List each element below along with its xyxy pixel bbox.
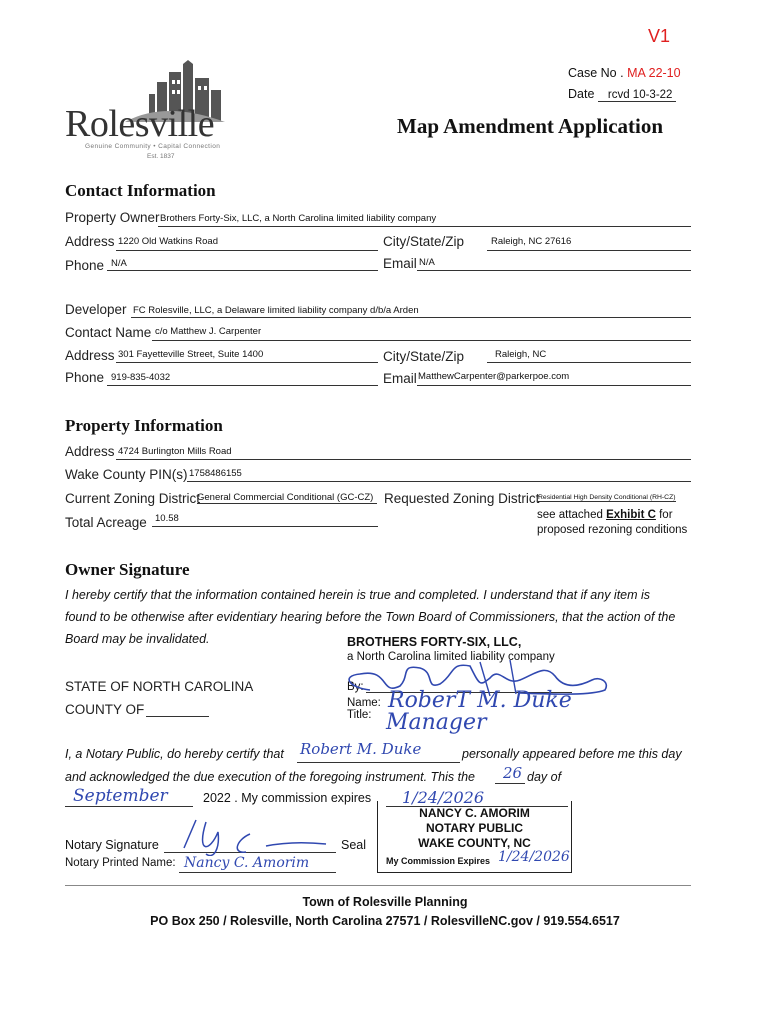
case-number xyxy=(568,66,681,80)
logo-name: Rolesville xyxy=(65,103,215,145)
contact-heading: Contact Information xyxy=(65,181,216,200)
contact-name-label: Contact Name xyxy=(65,325,152,340)
property-owner-label: Property Owner xyxy=(65,210,160,225)
requested-zoning-label: Requested Zoning District xyxy=(384,491,540,506)
rolesville-logo xyxy=(65,60,275,165)
signer-title-handwritten: Manager xyxy=(386,710,487,735)
owner-email-label: Email xyxy=(383,256,417,271)
date-label: Date xyxy=(568,87,595,101)
notary-year-text: 2022 . My commission expires xyxy=(203,791,372,805)
property-address-label: Address xyxy=(65,444,115,459)
dev-city-label: City/State/Zip xyxy=(383,349,465,364)
notary-stamp xyxy=(377,801,572,873)
stamp-name: NANCY C. AMORIM xyxy=(419,806,530,820)
exhibit-note xyxy=(537,509,673,521)
certify-line-2: found to be otherwise after evidentiary hearing before the Town Board of Commissioners, that the action of the xyxy=(65,610,676,624)
notary-expires: 1/24/2026 xyxy=(402,788,485,807)
stamp-expires-label: My Commission Expires xyxy=(386,856,491,866)
contact-name-value: c/o Matthew J. Carpenter xyxy=(155,326,262,337)
notary-line-1-prefix: I, a Notary Public, do hereby certify that xyxy=(65,747,284,761)
developer-value: FC Rolesville, LLC, a Delaware limited liability company d/b/a Arden xyxy=(133,305,419,316)
notary-signature-scribble xyxy=(166,814,336,856)
pin-label: Wake County PIN(s) xyxy=(65,467,188,482)
case-date xyxy=(568,87,676,101)
state-line: STATE OF NORTH CAROLINA xyxy=(65,679,254,694)
certify-line-1: I hereby certify that the information contained herein is true and completed. I understand that if any item is xyxy=(65,588,651,602)
current-zoning-value: General Commercial Conditional (GC-CZ) xyxy=(197,492,377,504)
case-no-label: Case No . xyxy=(568,66,624,80)
footer-line-2: PO Box 250 / Rolesville, North Carolina 27571 / RolesvilleNC.gov / 919.554.6517 xyxy=(150,914,620,928)
dev-phone-value: 919-835-4032 xyxy=(111,372,171,383)
notary-signer-name: Robert M. Duke xyxy=(300,740,422,758)
footer-line-1: Town of Rolesville Planning xyxy=(302,895,468,909)
company-desc: a North Carolina limited liability company xyxy=(347,651,555,663)
notary-line-2-suffix: day of xyxy=(527,770,562,784)
notary-line-1-suffix: personally appeared before me this day xyxy=(462,747,682,761)
name-label: Name: xyxy=(347,697,381,709)
owner-city-value: Raleigh, NC 27616 xyxy=(491,236,572,247)
acreage-label: Total Acreage xyxy=(65,515,147,530)
dev-email-label: Email xyxy=(383,371,417,386)
signer-name-handwritten: RoberT M. Duke xyxy=(388,688,572,713)
date-value: rcvd 10-3-22 xyxy=(598,89,677,102)
dev-city-value: Raleigh, NC xyxy=(495,349,547,360)
stamp-county: WAKE COUNTY, NC xyxy=(418,836,531,850)
owner-email-value: N/A xyxy=(419,257,435,268)
owner-phone-value: N/A xyxy=(111,258,127,269)
version-mark: V1 xyxy=(648,26,671,46)
notary-line-2-prefix: and acknowledged the due execution of the foregoing instrument. This the xyxy=(65,770,475,784)
logo-tagline: Genuine Community • Capital Connection xyxy=(85,143,221,150)
stamp-expires-value: 1/24/2026 xyxy=(498,849,570,865)
seal-label: Seal xyxy=(341,838,367,852)
owner-address-value: 1220 Old Watkins Road xyxy=(118,236,218,247)
dev-address-label: Address xyxy=(65,348,115,363)
title-label: Title: xyxy=(347,709,372,721)
developer-label: Developer xyxy=(65,302,127,317)
dev-email-value: MatthewCarpenter@parkerpoe.com xyxy=(418,371,570,382)
notary-day: 26 xyxy=(503,764,523,782)
dev-address-value: 301 Fayetteville Street, Suite 1400 xyxy=(118,349,264,360)
by-label: By: xyxy=(347,681,364,693)
note-line2: proposed rezoning conditions xyxy=(537,524,688,536)
stamp-title: NOTARY PUBLIC xyxy=(425,821,524,835)
certify-line-3: Board may be invalidated. xyxy=(65,632,210,646)
requested-zoning-value: Residential High Density Conditional (RH-CZ) xyxy=(538,494,676,501)
property-heading: Property Information xyxy=(65,416,223,435)
property-owner-value: Brothers Forty-Six, LLC, a North Carolina limited liability company xyxy=(160,213,437,224)
owner-address-label: Address xyxy=(65,234,115,249)
owner-city-label: City/State/Zip xyxy=(383,234,465,249)
owner-phone-label: Phone xyxy=(65,258,105,273)
company-name: BROTHERS FORTY-SIX, LLC, xyxy=(347,635,522,649)
notary-signature-label: Notary Signature xyxy=(65,838,159,852)
notary-printed-name-value: Nancy C. Amorim xyxy=(184,855,310,871)
case-no-value: MA 22-10 xyxy=(627,66,681,80)
current-zoning-label: Current Zoning District xyxy=(65,491,201,506)
pin-value: 1758486155 xyxy=(189,468,242,479)
dev-phone-label: Phone xyxy=(65,370,105,385)
property-address-value: 4724 Burlington Mills Road xyxy=(118,446,232,457)
note-suffix: for xyxy=(659,509,673,521)
acreage-value: 10.58 xyxy=(155,513,179,524)
owner-signature-heading: Owner Signature xyxy=(65,560,190,579)
notary-printed-name-label: Notary Printed Name: xyxy=(65,857,176,869)
page-title: Map Amendment Application xyxy=(397,114,664,138)
county-label: COUNTY OF xyxy=(65,702,145,717)
exhibit-c-link: Exhibit C xyxy=(606,509,656,521)
note-prefix: see attached xyxy=(537,509,603,521)
logo-est: Est. 1837 xyxy=(147,153,175,160)
notary-month: September xyxy=(73,786,168,806)
